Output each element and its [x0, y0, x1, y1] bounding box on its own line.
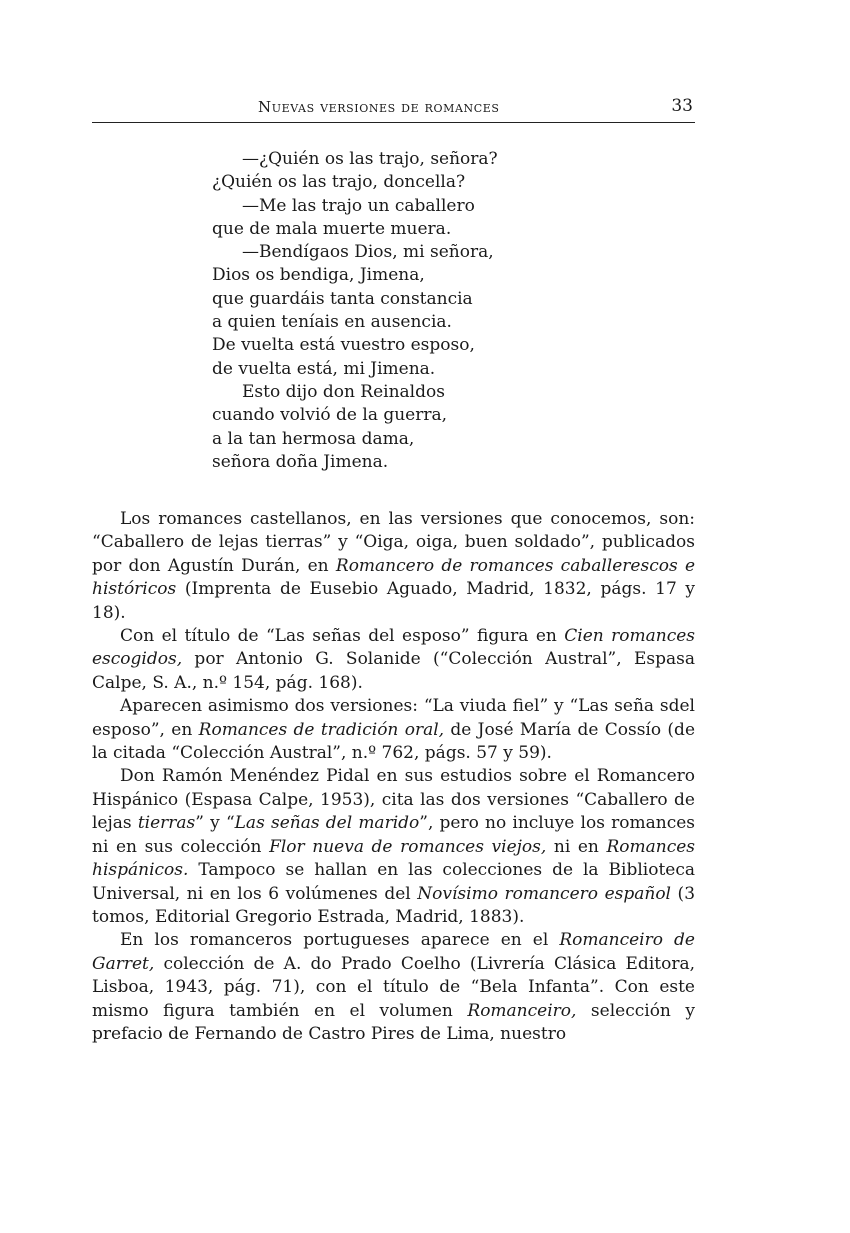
running-head: Nuevas versiones de romances — [258, 98, 500, 116]
poem-line: —Bendígaos Dios, mi señora, — [242, 242, 494, 263]
book-title: Romances de tradición oral, — [198, 719, 445, 740]
prose-body — [92, 508, 695, 1046]
poem-line: a quien teníais en ausencia. — [212, 312, 452, 333]
page-header — [92, 96, 695, 123]
poem-line: De vuelta está vuestro esposo, — [212, 335, 475, 356]
paragraph-menendez-pidal — [92, 765, 695, 929]
poem-line: ¿Quién os las trajo, doncella? — [212, 172, 466, 193]
book-title: Cien romances escogidos, — [92, 626, 695, 670]
text-run: ”, pero no incluye los romances ni en sus colección — [92, 813, 695, 857]
text-run: colección de A. do Prado Coelho (Livrería Clásica Editora, Lisboa, 1943, pág. 71), con el título de “Bela Infanta”. Con este mismo figura también en el volumen — [92, 953, 695, 1021]
italic-run: Las señas del marido — [234, 813, 420, 834]
book-title: Flor nueva de romances viejos, — [269, 836, 547, 857]
paragraph-senas-del-esposo — [92, 625, 695, 695]
book-title: Romancero de romances caballerescos e históricos — [92, 555, 695, 600]
book-title: Novísimo romancero español — [417, 883, 671, 904]
poem-line: cuando volvió de la guerra, — [212, 405, 448, 426]
text-run: ni en — [546, 836, 607, 857]
poem-line: a la tan hermosa dama, — [212, 428, 415, 449]
text-run: En los romanceros portugueses aparece en el — [120, 930, 560, 951]
book-title: Romanceiro, — [467, 1000, 577, 1021]
poem-line: —Me las trajo un caballero — [242, 195, 475, 216]
poem-line: de vuelta está, mi Jimena. — [212, 358, 436, 379]
italic-run: tierras — [137, 813, 196, 834]
text-run: Tampoco se hallan en las colecciones de la Biblioteca Universal, ni en los 6 volúmenes del — [92, 860, 695, 904]
text-run: Los romances castellanos, en las versiones que conocemos, son: “Caballero de lejas tierras” y “Oiga, oiga, buen soldado”, publicados por don Agustín Durán, en — [92, 509, 695, 576]
poem-line: que guardáis tanta constancia — [212, 288, 473, 309]
text-run: (3 tomos, Editorial Gregorio Estrada, Madrid, 1883). — [92, 883, 696, 927]
book-title: Romances hispánicos. — [92, 836, 695, 881]
poem-block — [212, 148, 552, 474]
book-title: Romanceiro de Garret, — [92, 930, 695, 974]
text-run: selección y prefacio de Fernando de Castro Pires de Lima, nuestro — [92, 1000, 695, 1044]
text-run: Con el título de “Las señas del esposo” figura en — [120, 626, 565, 647]
text-run: (Imprenta de Eusebio Aguado, Madrid, 1832, págs. 17 y 18). — [92, 579, 695, 623]
poem-line: señora doña Jimena. — [212, 451, 389, 472]
paragraph-castilian-romances — [92, 508, 695, 625]
text-run: de José María de Cossío (de la citada “Colección Austral”, n.º 762, págs. 57 y 59). — [92, 719, 696, 764]
paragraph-portuguese-romances — [92, 929, 695, 1046]
text-run: por Antonio G. Solanide (“Colección Austral”, Espasa Calpe, S. A., n.º 154, pág. 168). — [92, 649, 695, 693]
poem-line: Esto dijo don Reinaldos — [242, 381, 445, 402]
text-run: ” y “ — [195, 813, 235, 834]
paragraph-dos-versiones — [92, 695, 695, 765]
text-run: Don Ramón Menéndez Pidal en sus estudios sobre el Romancero Hispánico (Espasa Calpe, 1953), cita las dos versiones “Caballero de lejas — [92, 766, 695, 834]
poem-line: que de mala muerte muera. — [212, 218, 452, 239]
page-number: 33 — [671, 96, 693, 116]
text-run: Aparecen asimismo dos versiones: “La viuda fiel” y “Las seña sdel esposo”, en — [92, 696, 695, 740]
poem-line: Dios os bendiga, Jimena, — [212, 265, 425, 286]
poem-line: —¿Quién os las trajo, señora? — [242, 149, 498, 169]
